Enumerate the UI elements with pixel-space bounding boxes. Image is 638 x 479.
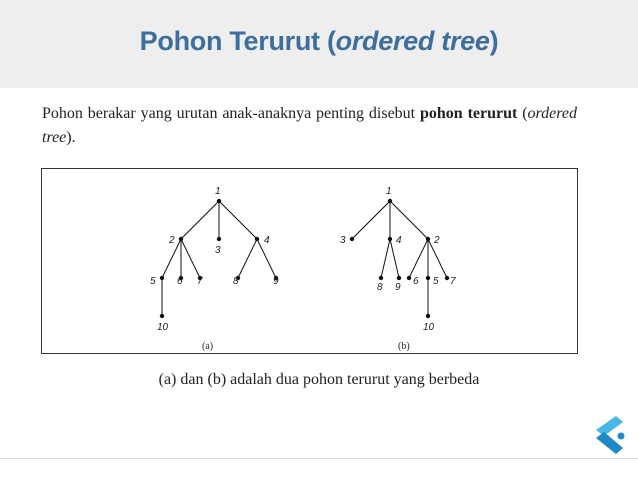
tree-node [426,314,430,318]
tree-edge [238,239,257,278]
node-label: 8 [377,282,383,293]
intro-paragraph [42,102,577,150]
node-label: 2 [434,235,440,246]
footer-divider [0,458,638,459]
node-label: 9 [395,282,401,293]
node-label: 1 [386,186,392,197]
tree-edge [181,239,200,278]
tree-node [445,276,449,280]
tree-edge [352,201,390,239]
node-label: 3 [215,245,221,256]
intro-part2: ( [517,105,528,122]
node-label: 5 [433,276,439,287]
node-label: 8 [233,276,239,287]
title-italic: ordered tree [335,26,490,56]
tree-edge [409,239,428,278]
ordered-tree-diagram [41,168,578,354]
node-label: 6 [177,276,183,287]
tree-edge [219,201,257,239]
tree-node [426,237,430,241]
tree-edge [390,201,428,239]
subfigure-label: (a) [202,341,214,352]
tree-edge [181,201,219,239]
node-label: 10 [423,322,435,333]
tree-node [217,199,221,203]
node-label: 4 [396,235,402,246]
subfigure-label: (b) [398,341,410,352]
node-label: 7 [450,276,456,287]
tree-node [255,237,259,241]
tree-node [407,276,411,280]
tree-node [217,237,221,241]
node-label: 1 [215,186,221,197]
node-label: 3 [340,235,346,246]
intro-bold-term: pohon terurut [420,105,518,122]
title-main: Pohon Terurut ( [139,26,336,56]
tree-node [350,237,354,241]
node-label: 5 [150,276,156,287]
tree-a [150,186,279,352]
tree-b [340,186,456,352]
tree-node [426,276,430,280]
tree-node [388,199,392,203]
tree-edge [381,239,390,278]
brand-logo-icon [590,414,626,458]
tree-node [379,276,383,280]
intro-italic-term: ordered tree [42,105,577,146]
intro-part3: ). [66,129,76,146]
intro-part1: Pohon berakar yang urutan anak-anaknya penting disebut [42,105,420,122]
node-label: 7 [197,276,203,287]
tree-node [160,314,164,318]
figure-caption: (a) dan (b) adalah dua pohon terurut yang berbeda [158,371,480,388]
node-label: 10 [157,322,169,333]
node-label: 6 [413,276,419,287]
slide-title [0,26,638,57]
tree-node [397,276,401,280]
tree-node [388,237,392,241]
node-label: 4 [264,235,270,246]
tree-node [179,237,183,241]
node-label: 9 [273,276,279,287]
title-end: ) [489,26,499,56]
tree-node [160,276,164,280]
node-label: 2 [169,235,175,246]
